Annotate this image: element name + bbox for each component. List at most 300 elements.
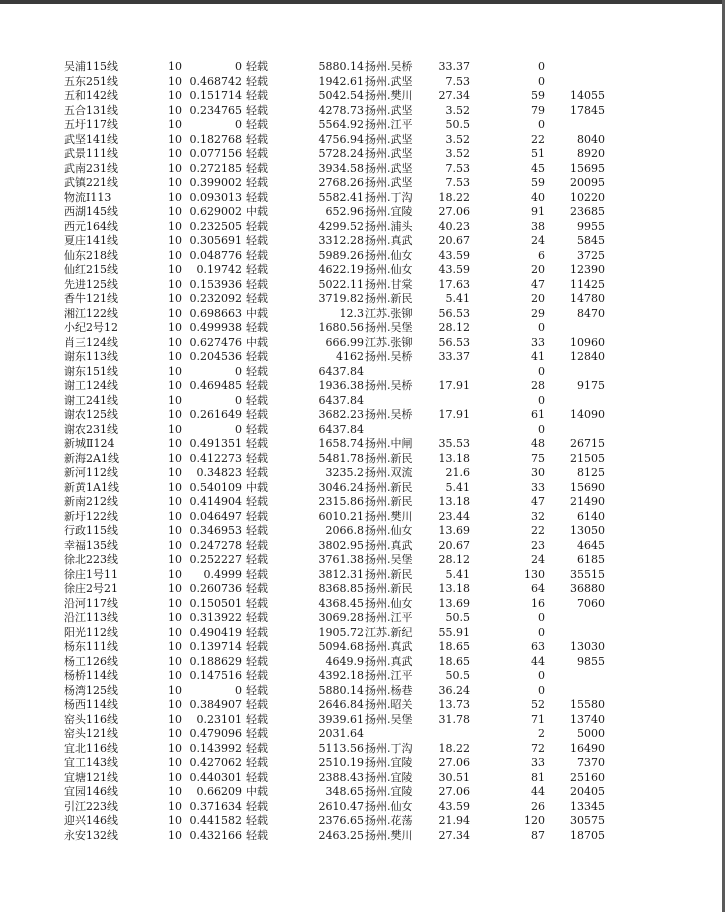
cell-n: 10 — [168, 335, 182, 349]
table-row — [0, 495, 725, 510]
cell-ratio: 0.313922 — [189, 611, 242, 624]
cell-loc: 扬州.双流 — [365, 466, 413, 479]
cell-len: 13.73 — [438, 698, 470, 711]
cell-ratio: 0.627476 — [189, 335, 242, 349]
cell-cnt: 44 — [531, 785, 545, 798]
cell-load: 轻载 — [246, 756, 268, 769]
cell-cnt: 87 — [531, 828, 545, 842]
cell-name: 行政115线 — [64, 524, 118, 537]
cell-ratio: 0.629002 — [189, 205, 242, 218]
cell-ratio: 0.440301 — [189, 770, 242, 784]
cell-loc: 扬州.宜陵 — [365, 205, 413, 218]
cell-val: 18705 — [570, 828, 605, 842]
cell-cnt: 72 — [531, 741, 545, 755]
cell-cap: 4299.52 — [318, 219, 364, 233]
cell-loc: 扬州.宜陵 — [365, 756, 413, 769]
cell-load: 中载 — [246, 480, 268, 494]
cell-n: 10 — [168, 524, 182, 537]
table-row — [0, 510, 725, 525]
table-row — [0, 524, 725, 539]
cell-val: 16490 — [570, 741, 605, 755]
cell-load: 轻载 — [246, 437, 268, 450]
cell-len: 7.53 — [445, 161, 470, 175]
cell-cnt: 47 — [531, 277, 545, 291]
cell-cnt: 33 — [531, 756, 545, 769]
cell-name: 新城Ⅱ124 — [64, 437, 115, 450]
cell-cnt: 91 — [531, 205, 545, 218]
cell-val: 25160 — [570, 770, 605, 784]
cell-name: 谢东113线 — [64, 350, 118, 363]
cell-loc: 扬州.杨巷 — [365, 683, 413, 697]
table-row — [0, 292, 725, 307]
cell-loc: 扬州.江平 — [365, 669, 413, 682]
cell-name: 新黄1A1线 — [64, 480, 119, 494]
cell-cap: 2646.84 — [318, 698, 364, 711]
cell-ratio: 0.66209 — [196, 785, 242, 798]
cell-cnt: 0 — [538, 611, 545, 624]
cell-name: 西元164线 — [64, 219, 118, 233]
cell-val: 6185 — [577, 553, 605, 566]
cell-n: 10 — [168, 553, 182, 566]
cell-loc: 扬州.丁沟 — [365, 190, 413, 204]
table-row — [0, 234, 725, 249]
cell-cap: 6437.84 — [318, 422, 364, 436]
cell-cap: 4368.45 — [318, 596, 364, 610]
cell-name: 武镇221线 — [64, 176, 118, 189]
cell-loc: 江苏.新纪 — [365, 625, 413, 639]
cell-ratio: 0.204536 — [189, 350, 242, 363]
table-row — [0, 771, 725, 786]
cell-len: 31.78 — [438, 712, 470, 726]
cell-cap: 3939.61 — [318, 712, 364, 726]
cell-load: 中载 — [246, 785, 268, 798]
cell-name: 永安132线 — [64, 828, 118, 842]
cell-n: 10 — [168, 466, 182, 479]
cell-n: 10 — [168, 814, 182, 827]
table-row — [0, 408, 725, 423]
table-row — [0, 249, 725, 264]
cell-name: 仙红215线 — [64, 263, 118, 276]
cell-name: 肖三124线 — [64, 335, 118, 349]
cell-name: 宜塘121线 — [64, 770, 118, 784]
cell-cap: 5481.78 — [318, 451, 364, 465]
cell-loc: 扬州.樊川 — [365, 828, 413, 842]
cell-val: 8470 — [577, 306, 605, 320]
cell-cnt: 22 — [531, 132, 545, 146]
cell-load: 轻载 — [246, 712, 268, 726]
cell-load: 轻载 — [246, 582, 268, 595]
cell-name: 五合131线 — [64, 103, 118, 117]
cell-len: 43.59 — [438, 799, 470, 813]
cell-ratio: 0.479096 — [189, 727, 242, 740]
cell-name: 窑头116线 — [64, 712, 118, 726]
top-border — [0, 0, 725, 4]
cell-name: 新南212线 — [64, 495, 118, 508]
cell-n: 10 — [168, 234, 182, 247]
cell-len: 5.41 — [445, 480, 470, 494]
cell-len: 20.67 — [438, 538, 470, 552]
cell-name: 五东251线 — [64, 74, 118, 88]
cell-val: 8040 — [577, 132, 605, 146]
cell-cap: 4392.18 — [318, 669, 364, 682]
cell-n: 10 — [168, 451, 182, 465]
cell-ratio: 0.305691 — [189, 234, 242, 247]
cell-val: 13740 — [570, 712, 605, 726]
cell-load: 轻载 — [246, 683, 268, 697]
cell-name: 杨东111线 — [64, 640, 118, 653]
cell-name: 武景111线 — [64, 147, 118, 160]
cell-loc: 扬州.武坚 — [365, 74, 413, 88]
cell-val: 12840 — [570, 350, 605, 363]
cell-name: 谢工241线 — [64, 393, 118, 407]
cell-ratio: 0.432166 — [189, 828, 242, 842]
cell-load: 轻载 — [246, 770, 268, 784]
cell-cap: 8368.85 — [318, 582, 364, 595]
cell-cnt: 26 — [531, 799, 545, 813]
table-row — [0, 162, 725, 177]
cell-name: 谢农231线 — [64, 422, 118, 436]
cell-name: 徐北223线 — [64, 553, 118, 566]
cell-n: 10 — [168, 60, 182, 73]
cell-cap: 5880.14 — [318, 60, 364, 73]
cell-load: 轻载 — [246, 350, 268, 363]
cell-loc: 江苏.张铆 — [365, 335, 413, 349]
cell-n: 10 — [168, 350, 182, 363]
cell-load: 轻载 — [246, 321, 268, 334]
cell-val: 3725 — [577, 248, 605, 262]
cell-name: 阳光112线 — [64, 625, 118, 639]
cell-ratio: 0.093013 — [189, 190, 242, 204]
cell-cnt: 29 — [531, 306, 545, 320]
cell-n: 10 — [168, 306, 182, 320]
cell-cap: 3812.31 — [318, 567, 364, 581]
cell-len: 17.91 — [438, 379, 470, 392]
cell-cap: 5728.24 — [318, 147, 364, 160]
cell-cnt: 0 — [538, 625, 545, 639]
cell-len: 13.69 — [438, 524, 470, 537]
cell-load: 轻载 — [246, 799, 268, 813]
cell-len: 27.34 — [438, 828, 470, 842]
cell-val: 13050 — [570, 524, 605, 537]
cell-n: 10 — [168, 741, 182, 755]
cell-cnt: 0 — [538, 393, 545, 407]
cell-len: 18.65 — [438, 654, 470, 668]
cell-name: 武坚141线 — [64, 132, 118, 146]
cell-n: 10 — [168, 828, 182, 842]
cell-n: 10 — [168, 321, 182, 334]
cell-ratio: 0.260736 — [189, 582, 242, 595]
cell-n: 10 — [168, 596, 182, 610]
cell-val: 5845 — [577, 234, 605, 247]
cell-cnt: 22 — [531, 524, 545, 537]
cell-val: 26715 — [570, 437, 605, 450]
cell-load: 轻载 — [246, 248, 268, 262]
cell-name: 徐庄1号11 — [64, 567, 118, 581]
cell-load: 轻载 — [246, 611, 268, 624]
cell-cap: 2376.65 — [318, 814, 364, 827]
cell-cap: 1905.72 — [318, 625, 364, 639]
table-row — [0, 553, 725, 568]
cell-cnt: 33 — [531, 335, 545, 349]
cell-val: 9175 — [577, 379, 605, 392]
cell-loc: 扬州.仙女 — [365, 524, 413, 537]
spreadsheet-table — [0, 60, 725, 843]
cell-cap: 2315.86 — [318, 495, 364, 508]
cell-loc: 扬州.新民 — [365, 582, 413, 595]
cell-cap: 2610.47 — [318, 799, 364, 813]
cell-ratio: 0.499938 — [189, 321, 242, 334]
cell-val: 10220 — [570, 190, 605, 204]
cell-cnt: 30 — [531, 466, 545, 479]
table-row — [0, 539, 725, 554]
cell-n: 10 — [168, 799, 182, 813]
cell-cap: 2066.8 — [325, 524, 364, 537]
cell-load: 轻载 — [246, 263, 268, 276]
table-row — [0, 365, 725, 380]
cell-len: 28.12 — [438, 321, 470, 334]
cell-load: 轻载 — [246, 103, 268, 117]
cell-cnt: 120 — [524, 814, 545, 827]
cell-load: 轻载 — [246, 538, 268, 552]
cell-load: 轻载 — [246, 219, 268, 233]
cell-loc: 扬州.宜陵 — [365, 770, 413, 784]
cell-cnt: 59 — [531, 176, 545, 189]
cell-cnt: 20 — [531, 292, 545, 305]
table-row — [0, 278, 725, 293]
cell-cap: 666.99 — [325, 335, 364, 349]
cell-len: 13.69 — [438, 596, 470, 610]
cell-cnt: 38 — [531, 219, 545, 233]
cell-name: 新海2A1线 — [64, 451, 119, 465]
cell-name: 徐庄2号21 — [64, 582, 118, 595]
cell-ratio: 0 — [235, 683, 242, 697]
cell-ratio: 0.261649 — [189, 408, 242, 421]
cell-load: 轻载 — [246, 147, 268, 160]
cell-cap: 2031.64 — [318, 727, 364, 740]
cell-name: 杨工126线 — [64, 654, 118, 668]
cell-loc: 扬州.新民 — [365, 292, 413, 305]
table-row — [0, 640, 725, 655]
table-row — [0, 568, 725, 583]
cell-len: 3.52 — [445, 147, 470, 160]
cell-n: 10 — [168, 538, 182, 552]
cell-val: 10960 — [570, 335, 605, 349]
table-row — [0, 205, 725, 220]
cell-n: 10 — [168, 161, 182, 175]
cell-n: 10 — [168, 437, 182, 450]
cell-n: 10 — [168, 176, 182, 189]
cell-loc: 扬州.仙女 — [365, 799, 413, 813]
cell-load: 轻载 — [246, 814, 268, 827]
cell-ratio: 0.232505 — [189, 219, 242, 233]
table-row — [0, 321, 725, 336]
cell-load: 轻载 — [246, 277, 268, 291]
cell-len: 27.06 — [438, 205, 470, 218]
cell-loc: 扬州.昭关 — [365, 698, 413, 711]
cell-len: 18.22 — [438, 741, 470, 755]
cell-n: 10 — [168, 132, 182, 146]
cell-n: 10 — [168, 277, 182, 291]
cell-len: 17.91 — [438, 408, 470, 421]
cell-cap: 1658.74 — [318, 437, 364, 450]
cell-n: 10 — [168, 712, 182, 726]
cell-len: 30.51 — [438, 770, 470, 784]
cell-load: 轻载 — [246, 451, 268, 465]
cell-n: 10 — [168, 683, 182, 697]
table-row — [0, 60, 725, 75]
cell-cap: 348.65 — [325, 785, 364, 798]
cell-ratio: 0.151714 — [189, 89, 242, 102]
cell-len: 35.53 — [438, 437, 470, 450]
cell-name: 西湖145线 — [64, 205, 118, 218]
cell-ratio: 0.150501 — [189, 596, 242, 610]
cell-len: 33.37 — [438, 350, 470, 363]
table-row — [0, 669, 725, 684]
table-row — [0, 104, 725, 119]
cell-n: 10 — [168, 364, 182, 378]
table-row — [0, 118, 725, 133]
cell-cnt: 63 — [531, 640, 545, 653]
cell-n: 10 — [168, 263, 182, 276]
cell-load: 轻载 — [246, 669, 268, 682]
table-row — [0, 800, 725, 815]
cell-len: 36.24 — [438, 683, 470, 697]
table-row — [0, 481, 725, 496]
cell-len: 56.53 — [438, 306, 470, 320]
cell-load: 轻载 — [246, 89, 268, 102]
cell-name: 武南231线 — [64, 161, 118, 175]
cell-loc: 扬州.浦头 — [365, 219, 413, 233]
cell-name: 幸福135线 — [64, 538, 118, 552]
cell-cnt: 0 — [538, 669, 545, 682]
cell-val: 20095 — [570, 176, 605, 189]
cell-ratio: 0.468742 — [189, 74, 242, 88]
cell-ratio: 0.153936 — [189, 277, 242, 291]
table-row — [0, 466, 725, 481]
cell-val: 15690 — [570, 480, 605, 494]
cell-cnt: 24 — [531, 553, 545, 566]
table-row — [0, 611, 725, 626]
cell-len: 20.67 — [438, 234, 470, 247]
cell-load: 轻载 — [246, 654, 268, 668]
cell-n: 10 — [168, 567, 182, 581]
cell-n: 10 — [168, 190, 182, 204]
cell-load: 轻载 — [246, 466, 268, 479]
cell-n: 10 — [168, 248, 182, 262]
cell-ratio: 0.139714 — [189, 640, 242, 653]
cell-ratio: 0.399002 — [189, 176, 242, 189]
cell-n: 10 — [168, 393, 182, 407]
cell-val: 14055 — [570, 89, 605, 102]
cell-ratio: 0.384907 — [189, 698, 242, 711]
cell-len: 50.5 — [445, 669, 470, 682]
table-row — [0, 176, 725, 191]
cell-name: 新河112线 — [64, 466, 118, 479]
cell-val: 6140 — [577, 509, 605, 523]
cell-loc: 扬州.武坚 — [365, 103, 413, 117]
cell-cap: 5113.56 — [318, 741, 364, 755]
cell-val: 8125 — [577, 466, 605, 479]
cell-n: 10 — [168, 74, 182, 88]
cell-cnt: 2 — [538, 727, 545, 740]
cell-name: 物流Ⅰ113 — [64, 190, 112, 204]
cell-cap: 3046.24 — [318, 480, 364, 494]
cell-name: 杨西114线 — [64, 698, 118, 711]
table-row — [0, 698, 725, 713]
table-row — [0, 829, 725, 844]
table-row — [0, 582, 725, 597]
cell-len: 18.65 — [438, 640, 470, 653]
cell-load: 轻载 — [246, 408, 268, 421]
cell-ratio: 0.046497 — [189, 509, 242, 523]
cell-loc: 扬州.江平 — [365, 118, 413, 131]
cell-cap: 6010.21 — [318, 509, 364, 523]
cell-loc: 扬州.新民 — [365, 451, 413, 465]
cell-ratio: 0.441582 — [189, 814, 242, 827]
table-row — [0, 147, 725, 162]
cell-val: 13030 — [570, 640, 605, 653]
cell-ratio: 0.048776 — [189, 248, 242, 262]
cell-cap: 3312.28 — [318, 234, 364, 247]
table-row — [0, 452, 725, 467]
cell-cap: 2510.19 — [318, 756, 364, 769]
cell-len: 50.5 — [445, 611, 470, 624]
cell-len: 27.06 — [438, 756, 470, 769]
cell-loc: 扬州.仙女 — [365, 263, 413, 276]
cell-cnt: 41 — [531, 350, 545, 363]
cell-cnt: 20 — [531, 263, 545, 276]
cell-ratio: 0.4999 — [203, 567, 242, 581]
cell-val: 36880 — [570, 582, 605, 595]
cell-ratio: 0.272185 — [189, 161, 242, 175]
table-row — [0, 89, 725, 104]
cell-len: 33.37 — [438, 60, 470, 73]
cell-val: 4645 — [577, 538, 605, 552]
cell-n: 10 — [168, 727, 182, 740]
cell-loc: 扬州.吴桥 — [365, 379, 413, 392]
cell-n: 10 — [168, 103, 182, 117]
cell-len: 5.41 — [445, 567, 470, 581]
table-row — [0, 220, 725, 235]
cell-ratio: 0.247278 — [189, 538, 242, 552]
cell-load: 轻载 — [246, 596, 268, 610]
cell-loc: 扬州.樊川 — [365, 509, 413, 523]
cell-name: 谢工124线 — [64, 379, 118, 392]
cell-val: 20405 — [570, 785, 605, 798]
cell-loc: 扬州.仙女 — [365, 596, 413, 610]
cell-cap: 6437.84 — [318, 393, 364, 407]
cell-load: 轻载 — [246, 190, 268, 204]
cell-load: 轻载 — [246, 132, 268, 146]
cell-load: 轻载 — [246, 364, 268, 378]
cell-val: 8920 — [577, 147, 605, 160]
cell-name: 湘江122线 — [64, 306, 118, 320]
cell-cap: 1942.61 — [318, 74, 364, 88]
cell-name: 吴浦115线 — [64, 60, 118, 73]
cell-val: 30575 — [570, 814, 605, 827]
cell-cnt: 23 — [531, 538, 545, 552]
cell-n: 10 — [168, 480, 182, 494]
cell-load: 轻载 — [246, 234, 268, 247]
cell-ratio: 0 — [235, 422, 242, 436]
cell-n: 10 — [168, 582, 182, 595]
cell-cap: 6437.84 — [318, 364, 364, 378]
cell-cap: 3069.28 — [318, 611, 364, 624]
cell-cnt: 0 — [538, 321, 545, 334]
cell-val: 15695 — [570, 161, 605, 175]
cell-name: 沿江113线 — [64, 611, 118, 624]
cell-cnt: 0 — [538, 422, 545, 436]
